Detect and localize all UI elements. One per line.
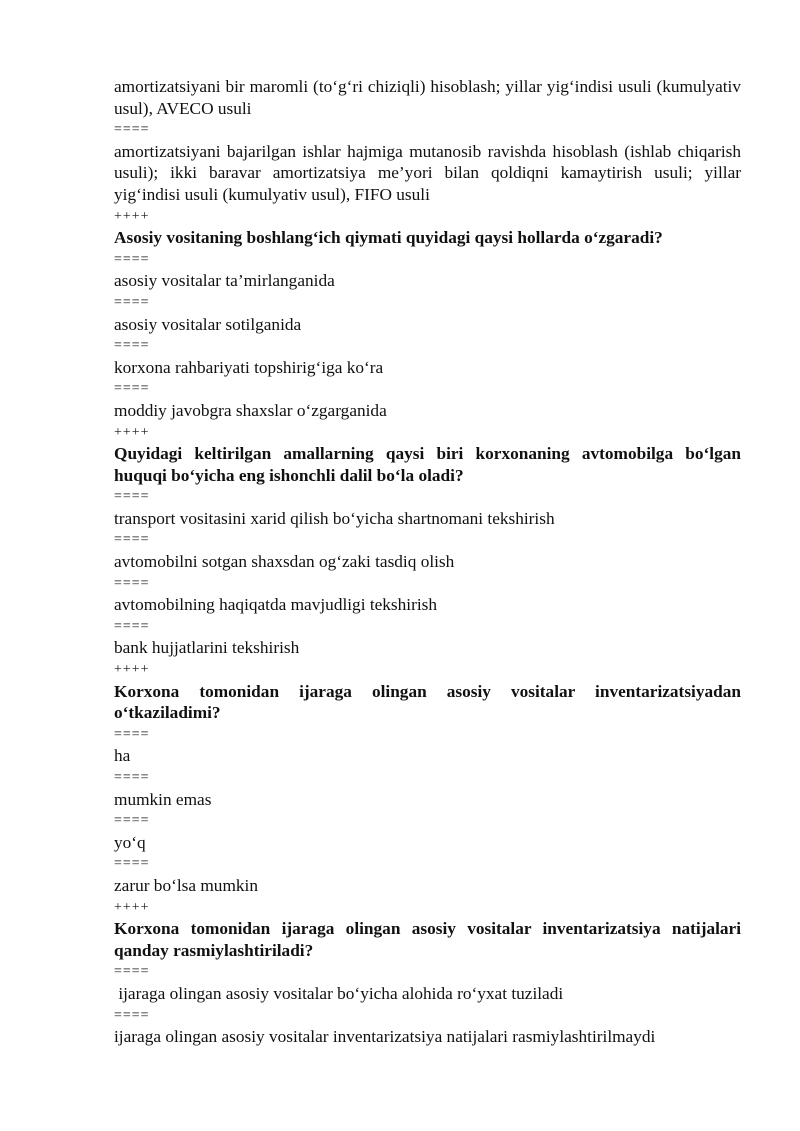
option-separator: ==== bbox=[114, 1007, 150, 1023]
answer-option: avtomobilni sotgan shaxsdan og‘zaki tasdiq olish bbox=[114, 552, 455, 572]
option-separator: ==== bbox=[114, 726, 150, 742]
option-separator: ==== bbox=[114, 575, 150, 591]
option-separator: ==== bbox=[114, 381, 150, 397]
option-separator: ==== bbox=[114, 122, 150, 138]
question-text: Asosiy vositaning boshlang‘ich qiymati quyidagi qaysi hollarda o‘zgaradi? bbox=[114, 228, 663, 248]
option-separator: ==== bbox=[114, 532, 150, 548]
option-separator: ==== bbox=[114, 856, 150, 872]
answer-option: zarur bo‘lsa mumkin bbox=[114, 875, 258, 895]
answer-option: ha bbox=[114, 746, 131, 766]
option-separator: ==== bbox=[114, 964, 150, 980]
option-separator: ==== bbox=[114, 338, 150, 354]
answer-option: moddiy javobgra shaxslar o‘zgarganida bbox=[114, 400, 387, 420]
option-separator: ==== bbox=[114, 770, 150, 785]
document-page bbox=[114, 76, 741, 1048]
option-separator: ==== bbox=[114, 294, 150, 310]
question-text: Quyidagi keltirilgan amallarning qaysi biri korxonaning avtomobilga bo‘lgan huquqi bo‘yicha eng ishonchli dalil bo‘la oladi? bbox=[114, 444, 741, 485]
answer-option: korxona rahbariyati topshirig‘iga ko‘ra bbox=[114, 357, 384, 377]
answer-option: avtomobilning haqiqatda mavjudligi tekshirish bbox=[114, 595, 438, 615]
answer-option: amortizatsiyani bir maromli (to‘g‘ri chiziqli) hisoblash; yillar yig‘indisi usuli (kumulyativ usul), AVECO usuli bbox=[114, 77, 741, 118]
question-separator: ++++ bbox=[114, 208, 150, 224]
answer-option: asosiy vositalar ta’mirlanganida bbox=[114, 271, 335, 291]
option-separator: ==== bbox=[114, 251, 150, 267]
question-text: Korxona tomonidan ijaraga olingan asosiy vositalar inventarizatsiyadan o‘tkaziladimi? bbox=[114, 681, 741, 723]
answer-option: bank hujjatlarini tekshirish bbox=[114, 638, 300, 658]
answer-option: amortizatsiyani bajarilgan ishlar hajmiga mutanosib ravishda hisoblash (ishlab chiqarish usuli); ikki baravar amortizatsiya me’yori bilan qoldiqni kamaytirish usuli; yillar yig‘indisi usuli (kumulyativ usul), FIFO usuli bbox=[114, 141, 741, 204]
question-separator: ++++ bbox=[114, 662, 150, 678]
answer-option: ijaraga olingan asosiy vositalar inventarizatsiya natijalari rasmiylashtirilmaydi bbox=[114, 1027, 656, 1047]
option-separator: ==== bbox=[114, 489, 150, 505]
question-text: Korxona tomonidan ijaraga olingan asosiy vositalar inventarizatsiya natijalari qanday rasmiylashtiriladi? bbox=[114, 919, 741, 960]
answer-option: transport vositasini xarid qilish bo‘yicha shartnomani tekshirish bbox=[114, 508, 555, 528]
answer-option: yo‘q bbox=[114, 832, 146, 852]
answer-option: mumkin emas bbox=[114, 789, 212, 809]
option-separator: ==== bbox=[114, 618, 150, 634]
option-separator: ==== bbox=[114, 813, 150, 829]
question-separator: ++++ bbox=[114, 899, 150, 915]
answer-option: ijaraga olingan asosiy vositalar bo‘yicha alohida ro‘yxat tuziladi bbox=[114, 983, 564, 1003]
question-separator: ++++ bbox=[114, 424, 150, 440]
answer-option: asosiy vositalar sotilganida bbox=[114, 314, 302, 334]
